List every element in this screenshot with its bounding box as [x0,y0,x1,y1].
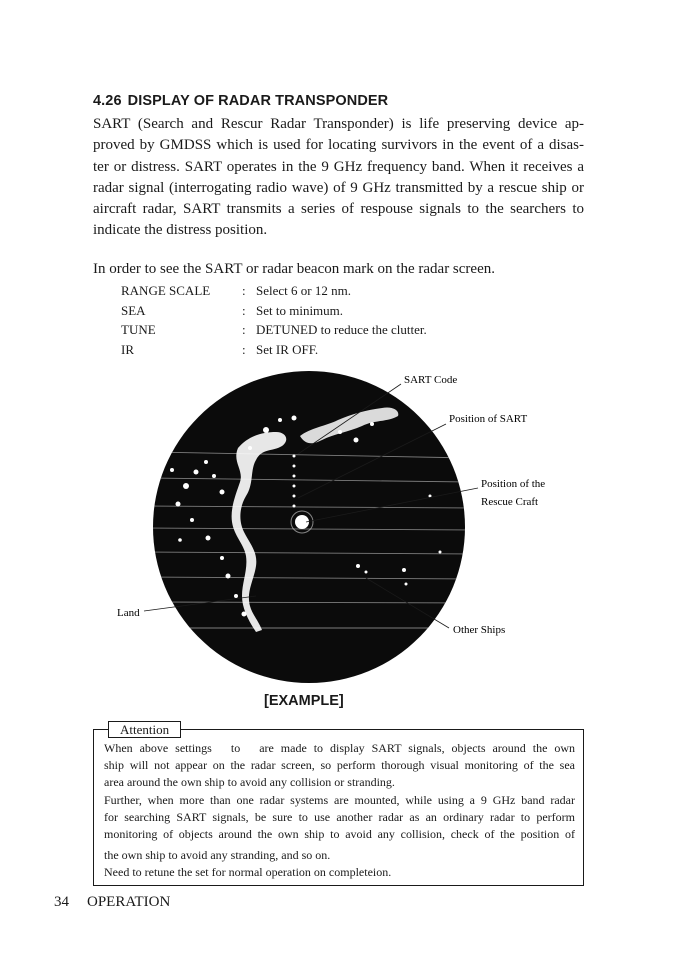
setting-key: SEA [121,302,146,318]
attention-line [104,740,575,757]
footer-section: OPERATION [87,894,171,910]
setting-value: Set to minimum. [256,302,344,318]
instruction-text: In order to see the SART or radar beacon mark on the radar screen. [93,261,495,277]
figure-caption: [EXAMPLE] [264,693,344,709]
setting-separator: : [242,322,246,337]
label-other-ships: Other Ships [453,624,506,636]
intro-line: ter or distress. SART operates in the 9 GHz frequency band. When it receives a [93,158,584,175]
label-land: Land [117,607,140,619]
setting-separator: : [242,302,246,318]
attention-title: Attention [108,721,181,738]
section-number: 4.26 [93,93,122,109]
setting-key: IR [121,341,134,357]
setting-value: DETUNED to reduce the clutter. [256,322,427,337]
attention-line: area around the own ship to avoid any collision or stranding. [104,775,395,790]
page-footer [54,894,170,911]
intro-line: indicate the distress position. [93,222,268,239]
setting-value: Set IR OFF. [256,341,319,357]
setting-value: Select 6 or 12 nm. [256,283,351,298]
section-title: DISPLAY OF RADAR TRANSPONDER [127,93,389,109]
attention-text [104,740,575,882]
attention-line: monitoring of objects around the own ship to avoid any collision, check of the position of [104,827,575,842]
label-position-sart: Position of SART [449,413,528,425]
intro-line: SART (Search and Rescur Radar Transponder) is life preserving device ap- [93,116,584,132]
attention-line: for searching SART signals, be sure to use another radar as an ordinary radar to perform [104,809,575,824]
intro-line: aircraft radar, SART transmits a series of respouse signals to the searchers to [93,201,584,218]
attention-line1-part3: are made to display SART signals, objects around the own [259,741,575,755]
radar-scope [153,371,465,683]
label-rescue-craft-2: Rescue Craft [481,496,539,508]
label-rescue-craft-1: Position of the [481,478,546,490]
attention-line: the own ship to avoid any stranding, and so on. [104,848,331,863]
attention-line: ship will not appear on the radar screen, so perform thorough visual monitoring of the sea [104,758,575,773]
setting-key: TUNE [121,322,156,337]
attention-line: Need to retune the set for normal operation on completeion. [104,865,392,880]
intro-line: radar signal (interrogating radio wave) of 9 GHz transmitted by a rescue ship or [93,179,584,196]
setting-key: RANGE SCALE [121,283,211,298]
page-number: 34 [54,894,69,910]
attention-line1-part2: to [230,741,241,755]
setting-separator: : [242,341,246,357]
attention-line: Further, when more than one radar systems are mounted, while using a 9 GHz band radar [104,792,575,807]
label-sart-code: SART Code [404,374,458,386]
intro-line: proved by GMDSS which is used for locating survivors in the event of a disas- [93,137,584,154]
setting-separator: : [242,283,246,298]
attention-line1-part1: When above settings [104,741,212,755]
